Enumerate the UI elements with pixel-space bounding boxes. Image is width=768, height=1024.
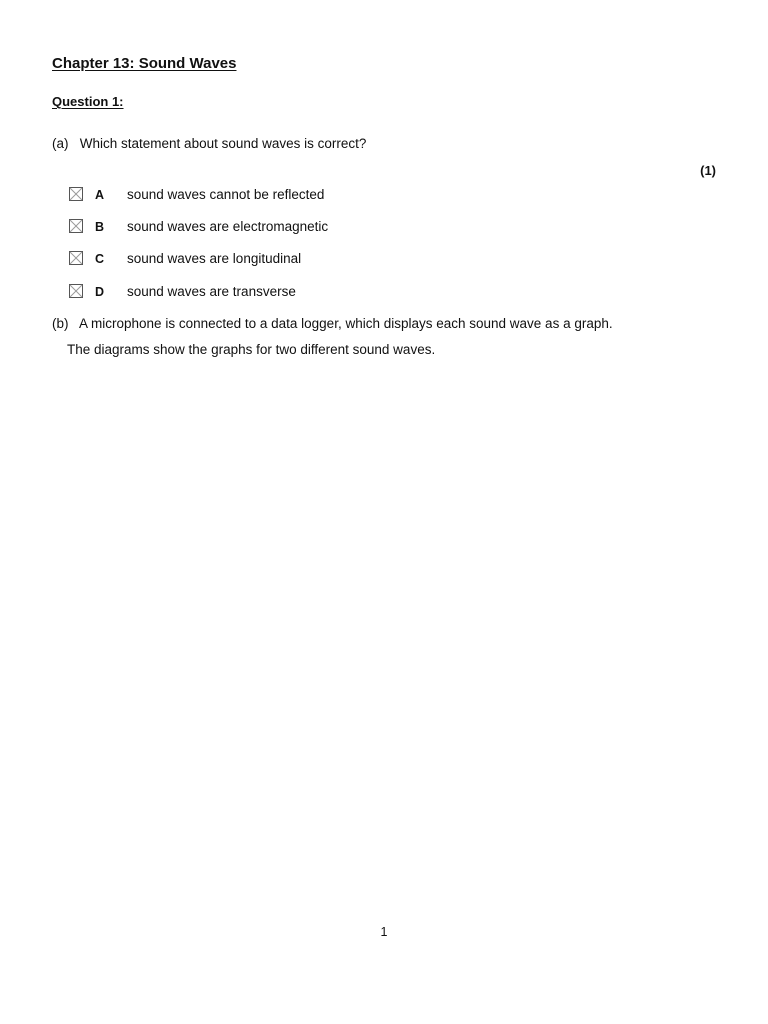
option-letter: C [95,252,105,266]
crossed-box-icon[interactable] [69,219,83,233]
question-heading: Question 1: [52,94,124,109]
part-b-text: A microphone is connected to a data logger, which displays each sound wave as a graph. [79,316,613,331]
option-text: sound waves are transverse [127,284,296,299]
crossed-box-icon[interactable] [69,251,83,265]
page-number: 1 [380,925,388,939]
option-letter: B [95,220,105,234]
option-text: sound waves cannot be reflected [127,187,325,202]
question-part-b [52,316,613,331]
part-b-label: (b) [52,316,69,331]
option-text: sound waves are electromagnetic [127,219,329,234]
crossed-box-icon[interactable] [69,284,83,298]
part-a-text: Which statement about sound waves is correct? [79,136,367,151]
option-letter: D [95,285,105,299]
chapter-title: Chapter 13: Sound Waves [52,55,237,72]
option-text: sound waves are longitudinal [127,251,302,266]
part-b-text-line2: The diagrams show the graphs for two different sound waves. [67,342,436,357]
part-a-label: (a) [52,136,69,151]
marks-indicator: (1) [700,163,716,178]
option-letter: A [95,188,105,202]
crossed-box-icon[interactable] [69,187,83,201]
question-part-a [52,136,366,151]
